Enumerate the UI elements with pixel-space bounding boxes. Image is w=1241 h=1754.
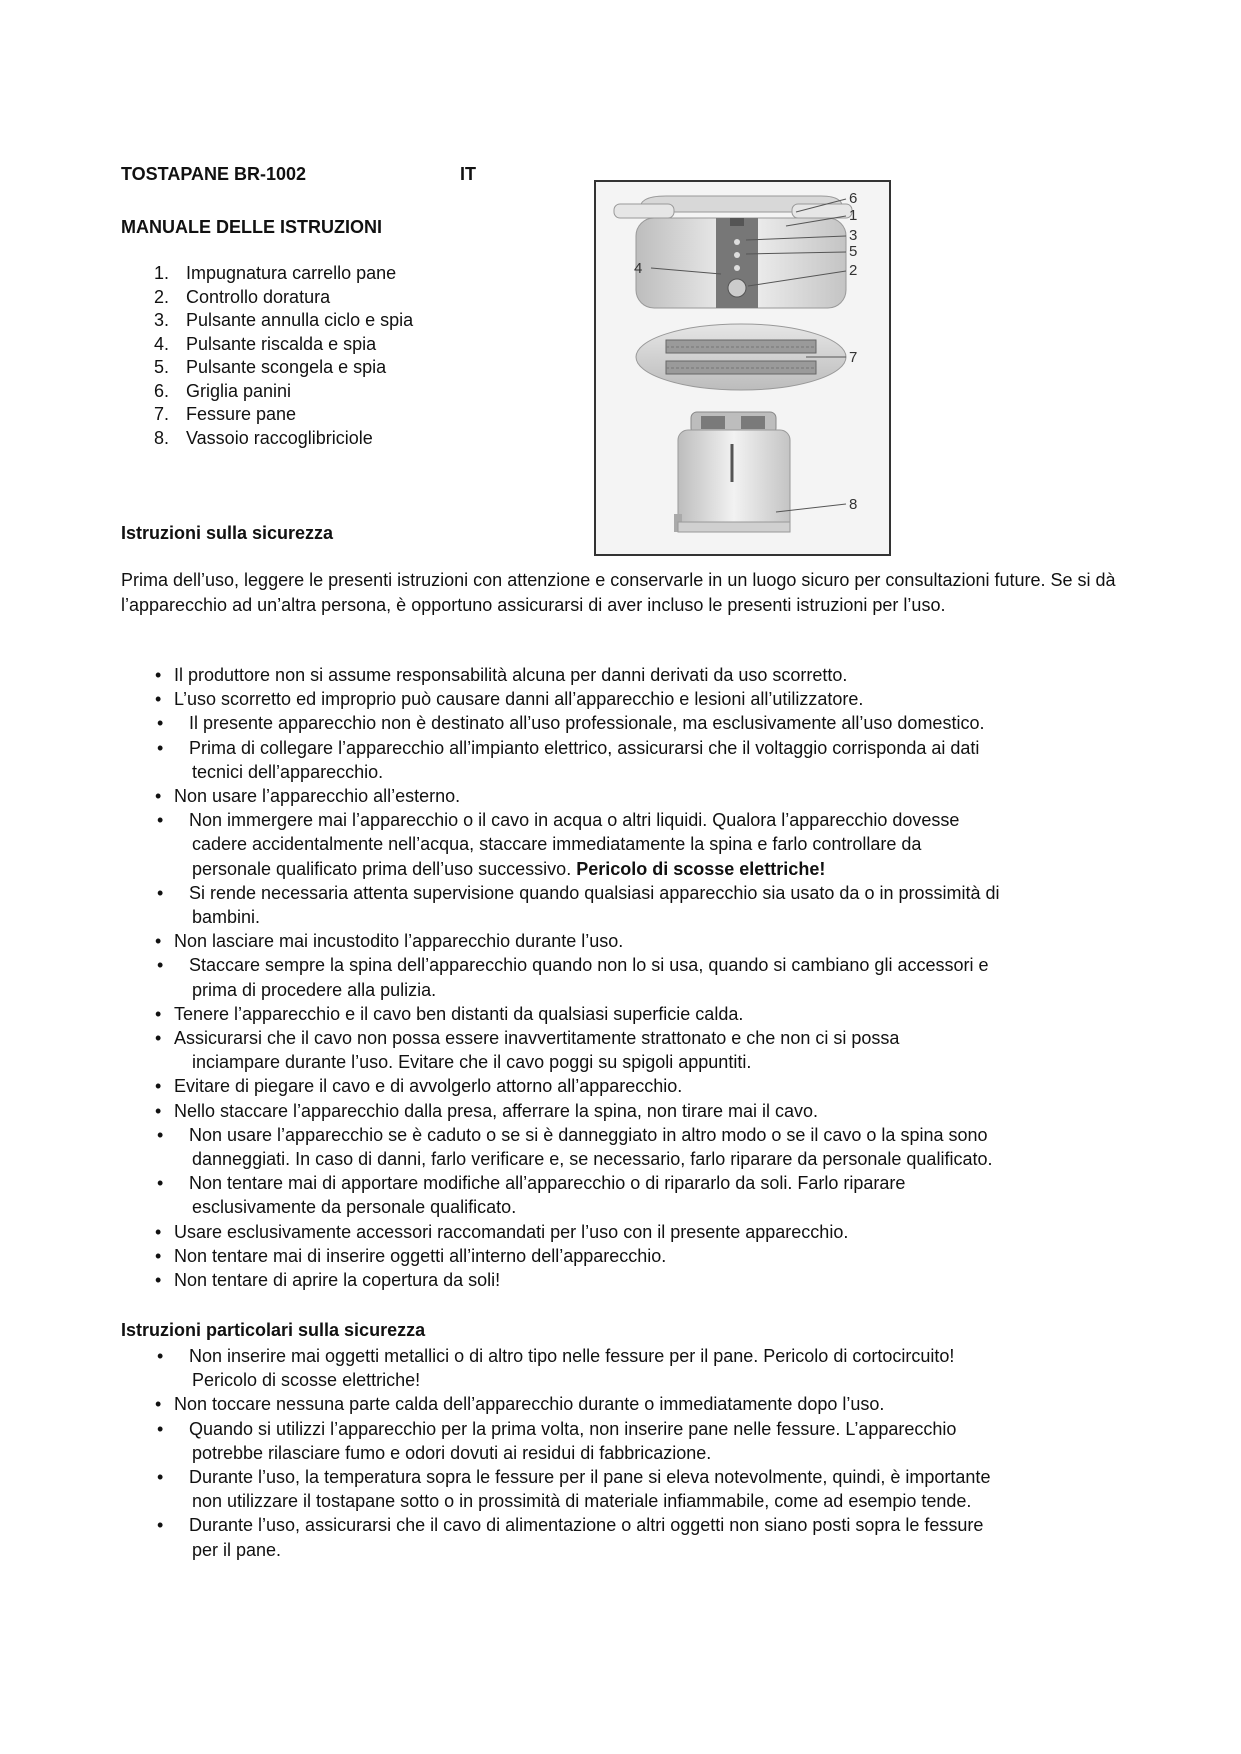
list-item-continuation: Pericolo di scosse elettriche!: [192, 1370, 421, 1391]
part-label: Pulsante annulla ciclo e spia: [186, 310, 414, 330]
list-item-text: Evitare di piegare il cavo e di avvolgerlo attorno all’apparecchio.: [174, 1076, 683, 1097]
manual-heading: MANUALE DELLE ISTRUZIONI: [121, 217, 382, 237]
parts-list-item: [154, 333, 413, 357]
list-item: [121, 1171, 1131, 1219]
list-item-text: Non usare l’apparecchio all’esterno.: [174, 786, 461, 807]
list-item: [121, 711, 1131, 735]
list-item-text: Prima di collegare l’apparecchio all’impianto elettrico, assicurarsi che il voltaggio corrisponda ai dati: [189, 737, 980, 758]
part-number: 1.: [154, 263, 170, 283]
parts-list: [154, 262, 413, 450]
list-item: [121, 1465, 1131, 1513]
safety-heading: Istruzioni sulla sicurezza: [121, 523, 334, 543]
parts-list-item: [154, 356, 413, 380]
list-item-continuation: tecnici dell’apparecchio.: [192, 761, 384, 782]
safety-list: [121, 663, 1131, 1292]
list-item-continuation: danneggiati. In caso di danni, farlo verificare e, se necessario, farlo riparare da personale qualificato.: [192, 1149, 993, 1170]
toaster-diagram-svg: [596, 182, 889, 554]
part-label: Controllo doratura: [186, 286, 331, 307]
part-label: Impugnatura carrello pane: [186, 263, 397, 283]
callout-3: 3: [849, 227, 858, 244]
list-item: [121, 1099, 1131, 1123]
part-label: Pulsante riscalda e spia: [186, 333, 377, 354]
list-item-text: Non tentare di aprire la copertura da soli!: [174, 1270, 501, 1291]
parts-list-item: [154, 380, 413, 404]
part-label: Vassoio raccoglibriciole: [186, 427, 373, 448]
list-item: [121, 1417, 1131, 1465]
list-item: [121, 881, 1131, 929]
list-item: [121, 1123, 1131, 1171]
list-item: [121, 1026, 1131, 1074]
list-item: [121, 1344, 1131, 1392]
callout-8: 8: [849, 496, 858, 513]
part-label: Pulsante scongela e spia: [186, 357, 387, 377]
list-item-text: Usare esclusivamente accessori raccomandati per l’uso con il presente apparecchio.: [174, 1221, 849, 1242]
parts-list-item: [154, 427, 413, 451]
list-item-continuation: per il pane.: [192, 1539, 282, 1560]
list-item: [121, 1392, 1131, 1416]
list-item-text: Non tentare mai di apportare modifiche all’apparecchio o di ripararlo da soli. Farlo riparare: [189, 1173, 906, 1194]
part-number: 4.: [154, 333, 170, 354]
part-number: 2.: [154, 286, 170, 307]
list-item-continuation: personale qualificato prima dell’uso successivo.: [192, 858, 572, 879]
list-item: [121, 1244, 1131, 1268]
list-item: [121, 1513, 1131, 1561]
toaster-side-view: [674, 412, 790, 532]
list-item-text: Il presente apparecchio non è destinato all’uso professionale, ma esclusivamente all’uso domestico.: [189, 713, 985, 734]
list-item-text: Quando si utilizzi l’apparecchio per la prima volta, non inserire pane nelle fessure. L’apparecchio: [189, 1418, 957, 1439]
list-item: [121, 929, 1131, 953]
list-item-text: Non immergere mai l’apparecchio o il cavo in acqua o altri liquidi. Qualora l’apparecchio dovesse: [189, 810, 960, 831]
callout-1: 1: [849, 207, 858, 224]
list-item-text: Staccare sempre la spina dell’apparecchio quando non lo si usa, quando si cambiano gli accessori e: [189, 955, 989, 976]
part-number: 5.: [154, 357, 170, 377]
list-item-text: Durante l’uso, la temperatura sopra le fessure per il pane si eleva notevolmente, quindi, è importante: [189, 1467, 991, 1488]
list-item-continuation: cadere accidentalmente nell’acqua, staccare immediatamente la spina e farlo controllare da: [192, 834, 922, 855]
list-item: [121, 736, 1131, 784]
list-item-text: Durante l’uso, assicurarsi che il cavo di alimentazione o altri oggetti non siano posti sopra le fessure: [189, 1515, 984, 1536]
document-title: TOSTAPANE BR-1002: [121, 164, 307, 184]
list-item: [121, 784, 1131, 808]
list-item: [121, 1074, 1131, 1098]
list-item-continuation: prima di procedere alla pulizia.: [192, 979, 437, 1000]
list-item-text: Il produttore non si assume responsabilità alcuna per danni derivati da uso scorretto.: [174, 665, 848, 685]
toaster-diagram: [594, 180, 891, 556]
list-item-continuation: potrebbe rilasciare fumo e odori dovuti ai residui di fabbricazione.: [192, 1442, 712, 1463]
list-item-text: Non tentare mai di inserire oggetti all’interno dell’apparecchio.: [174, 1245, 667, 1266]
part-number: 8.: [154, 427, 170, 448]
list-item-text: Si rende necessaria attenta supervisione quando qualsiasi apparecchio sia usato da o in prossimità di: [189, 882, 1000, 903]
list-item-continuation: bambini.: [192, 907, 261, 928]
list-item-continuation: esclusivamente da personale qualificato.: [192, 1197, 517, 1218]
special-safety-list: [121, 1344, 1131, 1562]
part-number: 3.: [154, 310, 170, 330]
list-item-text: Non inserire mai oggetti metallici o di altro tipo nelle fessure per il pane. Pericolo di cortocircuito!: [189, 1346, 955, 1366]
list-item-text: Assicurarsi che il cavo non possa essere inavvertitamente strattonato e che non ci si possa: [174, 1028, 900, 1049]
callout-5: 5: [849, 243, 858, 260]
special-safety-heading: Istruzioni particolari sulla sicurezza: [121, 1320, 426, 1340]
list-item-text: Tenere l’apparecchio e il cavo ben distanti da qualsiasi superficie calda.: [174, 1003, 744, 1024]
list-item: [121, 1268, 1131, 1292]
electric-shock-warning: Pericolo di scosse elettriche!: [576, 858, 826, 879]
part-number: 6.: [154, 380, 170, 401]
language-code: IT: [460, 164, 476, 184]
callout-7: 7: [849, 349, 858, 366]
parts-list-item: [154, 262, 413, 286]
list-item-text: Nello staccare l’apparecchio dalla presa, afferrare la spina, non tirare mai il cavo.: [174, 1100, 818, 1121]
safety-intro: Prima dell’uso, leggere le presenti istruzioni con attenzione e conservarle in un luogo sicuro per consultazioni future. Se si dà l’apparecchio ad un’altra persona, è opportuno assicurarsi di aver incluso le presenti istruzioni per l’uso.: [121, 570, 1116, 615]
list-item: [121, 808, 1131, 881]
list-item-continuation: non utilizzare il tostapane sotto o in prossimità di materiale infiammabile, come ad esempio tende.: [192, 1491, 972, 1512]
list-item: [121, 1220, 1131, 1244]
parts-list-item: [154, 309, 413, 333]
part-label: Griglia panini: [186, 380, 292, 401]
list-item-text: L’uso scorretto ed improprio può causare danni all’apparecchio e lesioni all’utilizzatore.: [174, 689, 864, 710]
list-item-text: Non usare l’apparecchio se è caduto o se si è danneggiato in altro modo o se il cavo o la spina sono: [189, 1124, 988, 1145]
list-item: [121, 1002, 1131, 1026]
callout-4: 4: [634, 260, 643, 277]
part-label: Fessure pane: [186, 404, 297, 424]
parts-list-item: [154, 403, 413, 427]
list-item: [121, 953, 1131, 1001]
part-number: 7.: [154, 404, 170, 424]
list-item-continuation: inciampare durante l’uso. Evitare che il cavo poggi su spigoli appuntiti.: [192, 1052, 752, 1073]
callout-6: 6: [849, 190, 858, 207]
parts-list-item: [154, 286, 413, 310]
callout-2: 2: [849, 262, 858, 279]
list-item-text: Non lasciare mai incustodito l’apparecchio durante l’uso.: [174, 931, 624, 952]
list-item: [121, 687, 1131, 711]
list-item: [121, 663, 1131, 687]
list-item-text: Non toccare nessuna parte calda dell’apparecchio durante o immediatamente dopo l’uso.: [174, 1394, 885, 1415]
